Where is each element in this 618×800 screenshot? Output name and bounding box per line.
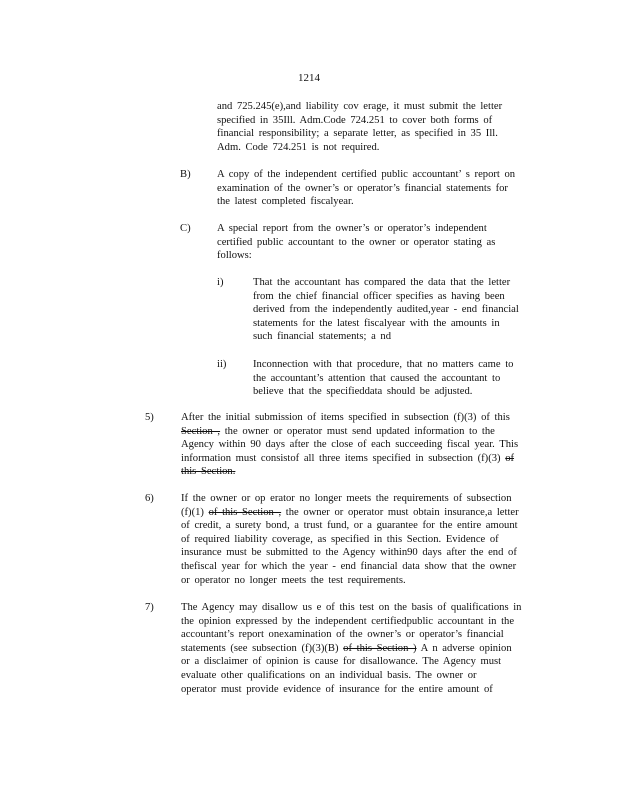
text-line: A special report from the owner’s or operator’s independent (217, 223, 487, 234)
text-line: the accountant’s attention that caused the accountant to (253, 372, 501, 384)
item-c-label: C) (180, 223, 191, 234)
text-line: statements for the latest fiscalyear with the amounts in (253, 317, 500, 329)
text-line (181, 642, 521, 656)
text-line: of required liability coverage, as specified in this Section. Evidence of (181, 533, 499, 545)
text-line: That the accountant has compared the data that the letter (253, 277, 511, 288)
text-line: derived from the independently audited,year - end financial (253, 304, 519, 316)
item-c-i-label: i) (217, 277, 224, 288)
text-line (181, 465, 518, 479)
text-fragment: the owner or operator must send updated information to the (220, 425, 495, 437)
text-line: After the initial submission of items specified in subsection (f)(3) of this (181, 412, 510, 423)
text-line: the latest completed fiscalyear. (217, 196, 354, 208)
text-line: or a disclaimer of opinion is cause for disallowance. The Agency must (181, 656, 502, 668)
text-line: certified public accountant to the owner or operator stating as (217, 236, 496, 248)
text-line: Agency within 90 days after the close of each succeeding fiscal year. This (181, 439, 519, 451)
item-b-text (217, 168, 515, 209)
item-6-label: 6) (145, 493, 154, 504)
text-line: examination of the owner’s or operator’s financial statements for (217, 182, 508, 194)
text-line: believe that the specifieddata should be adjusted. (253, 386, 473, 398)
text-line: thefiscal year for which the year - end financial data show that the owner (181, 560, 517, 572)
text-line: operator must provide evidence of insurance for the entire amount of (181, 683, 493, 695)
continuation-paragraph (217, 100, 502, 154)
struck-text: Section , (181, 425, 221, 437)
text-fragment: (f)(1) (181, 506, 209, 518)
text-fragment: A n adverse opinion (416, 642, 512, 654)
item-6-text (181, 492, 519, 587)
struck-text: of this Section , (208, 506, 282, 518)
text-line: The Agency may disallow us e of this test on the basis of qualifications in (181, 602, 522, 613)
item-5-text (181, 411, 518, 479)
text-line: the opinion expressed by the independent certifiedpublic accountant in the (181, 615, 515, 627)
text-line: from the chief financial officer specifies as having been (253, 290, 505, 302)
text-line: A copy of the independent certified public accountant’ s report on (217, 169, 516, 180)
item-c-text (217, 222, 495, 263)
item-5-label: 5) (145, 412, 154, 423)
item-7-text (181, 601, 521, 696)
item-c-ii-label: ii) (217, 359, 227, 370)
text-line: such financial statements; a nd (253, 331, 392, 343)
text-line: accountant’s report onexamination of the owner’s or operator’s financial (181, 629, 504, 641)
item-7-label: 7) (145, 602, 154, 613)
text-line: Adm. Code 724.251 is not required. (217, 141, 380, 153)
item-b-label: B) (180, 169, 191, 180)
struck-text: . (232, 466, 236, 478)
text-line (181, 506, 519, 520)
struck-text: of (505, 452, 515, 464)
text-line: Inconnection with that procedure, that no matters came to (253, 359, 514, 370)
text-line (181, 452, 518, 466)
struck-text: this Section (181, 466, 233, 478)
item-c-i-text (253, 276, 519, 344)
page-number: 1214 (298, 72, 320, 84)
text-line: evaluate other qualifications on an individual basis. The owner or (181, 669, 477, 681)
text-line: financial responsibility; a separate letter, as specified in 35 Ill. (217, 128, 498, 140)
text-line (181, 425, 518, 439)
text-line: insurance must be submitted to the Agency within90 days after the end of (181, 547, 517, 559)
text-fragment: statements (see subsection (f)(3)(B) (181, 642, 344, 654)
text-line: follows: (217, 250, 252, 262)
text-line: or operator no longer meets the test requirements. (181, 574, 406, 586)
text-line: of credit, a surety bond, a trust fund, or a guarantee for the entire amount (181, 520, 518, 532)
text-fragment: information must consistof all three items specified in subsection (f)(3) (181, 452, 506, 464)
text-fragment: the owner or operator must obtain insurance,a letter (281, 506, 519, 518)
text-line: If the owner or op erator no longer meets the requirements of subsection (181, 493, 512, 504)
text-line: specified in 35Ill. Adm.Code 724.251 to cover both forms of (217, 114, 493, 126)
struck-text: of this Section ) (343, 642, 417, 654)
item-c-ii-text (253, 358, 513, 399)
text-line: and 725.245(e),and liability cov erage, it must submit the letter (217, 101, 503, 112)
